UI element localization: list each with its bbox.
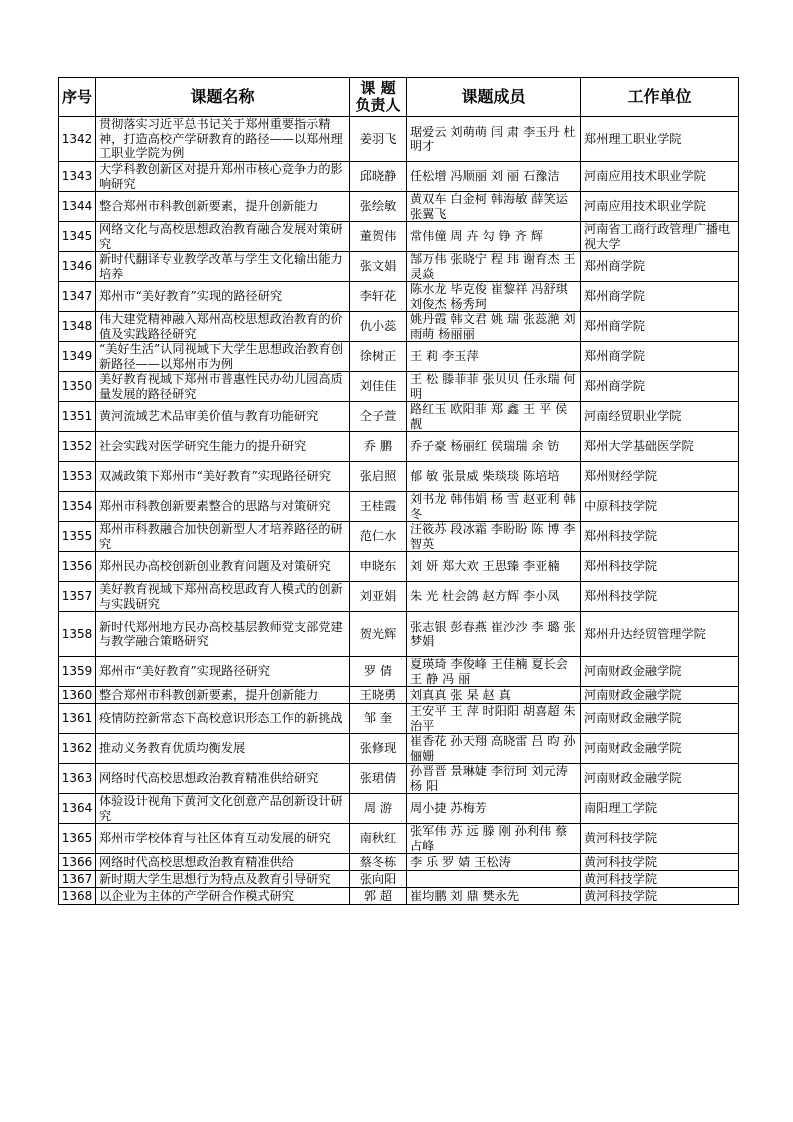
row-serial-number: 1365 (59, 824, 96, 854)
row-project-title: 郑州市“美好教育”实现的路径研究 (96, 282, 350, 312)
row-serial-number: 1345 (59, 222, 96, 252)
row-project-title: 网络时代高校思想政治教育精准供给 (96, 854, 350, 871)
table-row (59, 522, 739, 552)
row-project-leader: 张向阳 (350, 871, 407, 888)
table-row (59, 402, 739, 432)
row-project-title: 网络文化与高校思想政治教育融合发展对策研究 (96, 222, 350, 252)
row-work-unit: 黄河科技学院 (581, 824, 739, 854)
row-project-members: 王 松 滕菲菲 张贝贝 任永瑞 何 明 (407, 372, 581, 402)
row-serial-number: 1353 (59, 462, 96, 492)
row-project-leader: 蔡冬栋 (350, 854, 407, 871)
row-project-title: 新时代郑州地方民办高校基层教师党支部党建与教学融合策略研究 (96, 612, 350, 657)
table-row (59, 312, 739, 342)
row-project-leader: 仇小蕊 (350, 312, 407, 342)
row-project-members: 刘 妍 郑大欢 王思臻 李亚楠 (407, 552, 581, 582)
row-project-title: 美好教育视域下郑州市普惠性民办幼儿园高质量发展的路径研究 (96, 372, 350, 402)
row-serial-number: 1358 (59, 612, 96, 657)
table-row (59, 342, 739, 372)
row-serial-number: 1348 (59, 312, 96, 342)
row-project-title: 以企业为主体的产学研合作模式研究 (96, 888, 350, 905)
row-project-title: 推动义务教育优质均衡发展 (96, 734, 350, 764)
row-work-unit: 郑州大学基础医学院 (581, 432, 739, 462)
row-project-members: 王 莉 李玉萍 (407, 342, 581, 372)
row-project-title: 郑州市科教融合加快创新型人才培养路径的研究 (96, 522, 350, 552)
row-project-title: 郑州市“美好教育”实现路径研究 (96, 657, 350, 687)
row-project-members: 陈水龙 毕克俊 崔黎祥 冯舒琪 刘俊杰 杨秀珂 (407, 282, 581, 312)
row-work-unit: 郑州财经学院 (581, 462, 739, 492)
row-work-unit: 河南财政金融学院 (581, 734, 739, 764)
row-project-leader: 李轩花 (350, 282, 407, 312)
row-work-unit: 黄河科技学院 (581, 871, 739, 888)
row-work-unit: 河南财政金融学院 (581, 704, 739, 734)
row-project-title: 贯彻落实习近平总书记关于郑州重要指示精神，打造高校产学研教育的路径——以郑州理工职业学院为例 (96, 117, 350, 162)
row-project-leader: 王晓勇 (350, 687, 407, 704)
row-work-unit: 河南财政金融学院 (581, 687, 739, 704)
table-row (59, 734, 739, 764)
row-project-leader: 刘佳佳 (350, 372, 407, 402)
row-project-leader: 刘亚娟 (350, 582, 407, 612)
row-project-members (407, 871, 581, 888)
row-project-members: 崔香花 孙天翔 高晓雷 吕 昀 孙俪姗 (407, 734, 581, 764)
row-project-title: 整合郑州市科教创新要素，提升创新能力 (96, 687, 350, 704)
row-project-members: 郁 敏 张景威 柴琰琰 陈培培 (407, 462, 581, 492)
row-project-leader: 范仁水 (350, 522, 407, 552)
table-row (59, 582, 739, 612)
row-work-unit: 郑州科技学院 (581, 582, 739, 612)
row-project-title: 郑州民办高校创新创业教育问题及对策研究 (96, 552, 350, 582)
header-row (59, 78, 739, 117)
row-serial-number: 1354 (59, 492, 96, 522)
row-project-leader: 邱晓静 (350, 162, 407, 192)
row-serial-number: 1357 (59, 582, 96, 612)
row-project-title: 黄河流域艺术品审美价值与教育功能研究 (96, 402, 350, 432)
row-project-title: “美好生活”认同视域下大学生思想政治教育创新路径——以郑州市为例 (96, 342, 350, 372)
row-project-leader: 郭 超 (350, 888, 407, 905)
row-project-members: 姚丹霞 韩文君 姚 瑞 张蕊滟 刘雨萌 杨丽丽 (407, 312, 581, 342)
row-work-unit: 郑州商学院 (581, 342, 739, 372)
row-work-unit: 南阳理工学院 (581, 794, 739, 824)
row-project-members: 夏瑛琦 李俊峰 王佳楠 夏长会 王 静 冯 丽 (407, 657, 581, 687)
row-serial-number: 1366 (59, 854, 96, 871)
table-row (59, 612, 739, 657)
row-project-title: 新时代翻译专业教学改革与学生文化输出能力培养 (96, 252, 350, 282)
table-row (59, 704, 739, 734)
row-serial-number: 1349 (59, 342, 96, 372)
row-serial-number: 1361 (59, 704, 96, 734)
row-project-leader: 邹 奎 (350, 704, 407, 734)
row-project-leader: 徐树正 (350, 342, 407, 372)
row-serial-number: 1344 (59, 192, 96, 222)
row-project-leader: 贺光辉 (350, 612, 407, 657)
row-project-leader: 张珺倩 (350, 764, 407, 794)
row-project-members: 刘真真 张 杲 赵 真 (407, 687, 581, 704)
header-project-leader: 课 题 负责人 (350, 78, 407, 117)
row-project-title: 美好教育视域下郑州高校思政育人模式的创新与实践研究 (96, 582, 350, 612)
row-serial-number: 1356 (59, 552, 96, 582)
row-project-members: 朱 光 杜会鸽 赵方辉 李小凤 (407, 582, 581, 612)
row-project-leader: 张修现 (350, 734, 407, 764)
row-project-members: 乔子豪 杨丽红 侯瑞瑞 余 钫 (407, 432, 581, 462)
row-serial-number: 1360 (59, 687, 96, 704)
table-row (59, 492, 739, 522)
row-serial-number: 1343 (59, 162, 96, 192)
table-row (59, 282, 739, 312)
row-work-unit: 河南财政金融学院 (581, 764, 739, 794)
table-row (59, 162, 739, 192)
row-project-leader: 姜羽飞 (350, 117, 407, 162)
table-row (59, 192, 739, 222)
row-project-title: 社会实践对医学研究生能力的提升研究 (96, 432, 350, 462)
row-project-leader: 王桂霞 (350, 492, 407, 522)
row-serial-number: 1347 (59, 282, 96, 312)
row-project-title: 体验设计视角下黄河文化创意产品创新设计研究 (96, 794, 350, 824)
table-row (59, 252, 739, 282)
table-row (59, 794, 739, 824)
row-work-unit: 河南省工商行政管理广播电视大学 (581, 222, 739, 252)
table-row (59, 764, 739, 794)
table-row (59, 462, 739, 492)
row-project-members: 任松增 冯顺丽 刘 丽 石豫洁 (407, 162, 581, 192)
table-row (59, 552, 739, 582)
table-row (59, 871, 739, 888)
row-project-members: 周小捷 苏梅芳 (407, 794, 581, 824)
row-project-members: 郜万伟 张晓宁 程 玮 谢育杰 王灵焱 (407, 252, 581, 282)
row-work-unit: 郑州升达经贸管理学院 (581, 612, 739, 657)
row-work-unit: 郑州理工职业学院 (581, 117, 739, 162)
row-project-title: 新时期大学生思想行为特点及教育引导研究 (96, 871, 350, 888)
table-row (59, 222, 739, 252)
row-serial-number: 1363 (59, 764, 96, 794)
row-project-leader: 张启照 (350, 462, 407, 492)
table-row (59, 432, 739, 462)
row-project-members: 刘书龙 韩伟娟 杨 雪 赵亚利 韩 冬 (407, 492, 581, 522)
row-serial-number: 1351 (59, 402, 96, 432)
row-project-leader: 董贺伟 (350, 222, 407, 252)
row-project-title: 网络时代高校思想政治教育精准供给研究 (96, 764, 350, 794)
table-row (59, 854, 739, 871)
row-serial-number: 1368 (59, 888, 96, 905)
header-project-title: 课题名称 (96, 78, 350, 117)
row-project-leader: 周 游 (350, 794, 407, 824)
row-project-members: 黄双车 白金柯 韩海敏 薛笑运 张翼飞 (407, 192, 581, 222)
row-serial-number: 1346 (59, 252, 96, 282)
header-work-unit: 工作单位 (581, 78, 739, 117)
header-project-members: 课题成员 (407, 78, 581, 117)
row-project-title: 郑州市学校体育与社区体育互动发展的研究 (96, 824, 350, 854)
row-project-members: 常伟僮 周 卉 勾 铮 齐 辉 (407, 222, 581, 252)
row-work-unit: 中原科技学院 (581, 492, 739, 522)
table-body (59, 117, 739, 905)
row-project-leader: 张绘敏 (350, 192, 407, 222)
row-project-members: 琚爱云 刘萌萌 闫 肃 李玉丹 杜明才 (407, 117, 581, 162)
row-work-unit: 河南经贸职业学院 (581, 402, 739, 432)
header-serial-number: 序号 (59, 78, 96, 117)
row-project-leader: 南秋红 (350, 824, 407, 854)
row-project-members: 汪筱苏 段冰霜 李盼盼 陈 博 李智英 (407, 522, 581, 552)
row-project-title: 整合郑州市科教创新要素，提升创新能力 (96, 192, 350, 222)
row-project-members: 张军伟 苏 远 滕 刚 孙利伟 蔡占峰 (407, 824, 581, 854)
row-serial-number: 1362 (59, 734, 96, 764)
row-project-members: 路红玉 欧阳菲 郑 鑫 王 平 侯 靓 (407, 402, 581, 432)
row-work-unit: 河南财政金融学院 (581, 657, 739, 687)
table-row (59, 824, 739, 854)
row-project-members: 孙晋晋 景琳婕 李衍珂 刘元涛 杨 阳 (407, 764, 581, 794)
row-project-title: 疫情防控新常态下高校意识形态工作的新挑战 (96, 704, 350, 734)
row-project-members: 李 乐 罗 婧 王松涛 (407, 854, 581, 871)
row-work-unit: 郑州科技学院 (581, 552, 739, 582)
row-project-leader: 张文娟 (350, 252, 407, 282)
row-project-title: 双减政策下郑州市“美好教育”实现路径研究 (96, 462, 350, 492)
row-project-members: 崔均鹏 刘 鼎 樊永先 (407, 888, 581, 905)
row-work-unit: 黄河科技学院 (581, 854, 739, 871)
row-project-title: 大学科教创新区对提升郑州市核心竞争力的影响研究 (96, 162, 350, 192)
row-project-leader: 乔 鹏 (350, 432, 407, 462)
table-row (59, 687, 739, 704)
table-row (59, 372, 739, 402)
row-serial-number: 1364 (59, 794, 96, 824)
row-project-leader: 罗 倩 (350, 657, 407, 687)
row-project-leader: 申晓东 (350, 552, 407, 582)
row-work-unit: 郑州商学院 (581, 282, 739, 312)
row-project-title: 郑州市科教创新要素整合的思路与对策研究 (96, 492, 350, 522)
row-work-unit: 河南应用技术职业学院 (581, 162, 739, 192)
table-row (59, 888, 739, 905)
table-row (59, 117, 739, 162)
table-row (59, 657, 739, 687)
row-project-members: 王安平 王 萍 时阳阳 胡喜超 朱治平 (407, 704, 581, 734)
row-project-leader: 仝子萱 (350, 402, 407, 432)
row-work-unit: 郑州科技学院 (581, 522, 739, 552)
row-work-unit: 郑州商学院 (581, 252, 739, 282)
row-work-unit: 河南应用技术职业学院 (581, 192, 739, 222)
project-table (58, 77, 739, 905)
row-work-unit: 郑州商学院 (581, 372, 739, 402)
row-serial-number: 1367 (59, 871, 96, 888)
row-project-members: 张志银 彭春燕 崔沙沙 李 璐 张梦娟 (407, 612, 581, 657)
row-serial-number: 1342 (59, 117, 96, 162)
row-work-unit: 黄河科技学院 (581, 888, 739, 905)
row-serial-number: 1359 (59, 657, 96, 687)
row-work-unit: 郑州商学院 (581, 312, 739, 342)
row-serial-number: 1350 (59, 372, 96, 402)
row-serial-number: 1355 (59, 522, 96, 552)
row-serial-number: 1352 (59, 432, 96, 462)
row-project-title: 伟大建党精神融入郑州高校思想政治教育的价值及实践路径研究 (96, 312, 350, 342)
